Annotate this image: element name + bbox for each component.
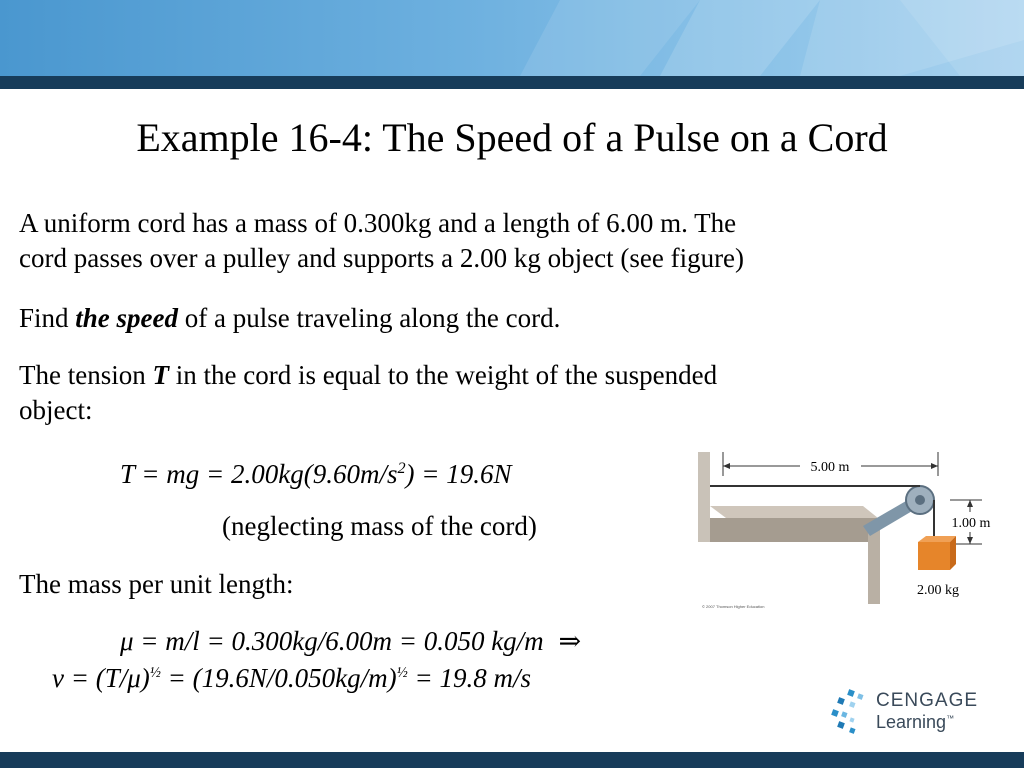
figure-copyright: © 2007 Thomson Higher Education [702, 604, 765, 609]
neglect-note: (neglecting mass of the cord) [222, 511, 537, 541]
table-front [710, 518, 878, 542]
wall [698, 452, 710, 542]
speed-equation [52, 657, 531, 694]
mass-per-length-label: The mass per unit length: [19, 569, 294, 599]
logo-subwordmark: Learning™ [876, 712, 955, 732]
tension-line-2: object: [19, 395, 93, 425]
horizontal-length-label: 5.00 m [810, 460, 850, 475]
eq3-half-2: ½ [396, 665, 408, 681]
linear-density-equation [120, 625, 581, 657]
footer-rule [0, 752, 1024, 768]
cengage-logo-mark [830, 688, 874, 736]
eq3-part-b: = (19.6N/0.050kg/m) [160, 663, 397, 693]
vertical-length-label: 1.00 m [951, 516, 991, 531]
tension-prefix: The tension [19, 360, 153, 390]
tension-statement [19, 358, 949, 428]
find-prefix: Find [19, 303, 76, 333]
pulley-figure [698, 448, 1004, 610]
table-leg [868, 528, 880, 604]
eq1-part-b: ) = 19.6N [405, 459, 512, 489]
header-banner [0, 0, 1024, 76]
slide-title: Example 16-4: The Speed of a Pulse on a Cord [136, 115, 888, 160]
mass-label: 2.00 kg [917, 583, 959, 598]
problem-line-1: A uniform cord has a mass of 0.300kg and a length of 6.00 m. The [19, 208, 737, 238]
eq1-part-a: T = mg = 2.00kg(9.60m/s [120, 459, 398, 489]
eq3-part-a: v = (T/μ) [52, 663, 150, 693]
eq3-part-c: = 19.8 m/s [407, 663, 531, 693]
hanging-mass [918, 542, 950, 570]
problem-statement [19, 206, 949, 276]
find-suffix: of a pulse traveling along the cord. [178, 303, 561, 333]
cengage-logo [830, 688, 990, 740]
problem-line-2: cord passes over a pulley and supports a 2.00 kg object (see figure) [19, 243, 745, 273]
eq3-half-1: ½ [149, 665, 161, 681]
header-rule [0, 76, 1024, 89]
banner-decoration [0, 0, 1024, 76]
tension-equation [120, 452, 512, 490]
implies-arrow: ⇒ [558, 626, 582, 656]
tension-suffix: in the cord is equal to the weight of the suspended [168, 360, 718, 390]
eq2-text: μ = m/l = 0.300kg/6.00m = 0.050 kg/m [120, 626, 544, 656]
pulley-hub [915, 495, 925, 505]
logo-wordmark: CENGAGE [876, 690, 979, 711]
find-emphasis: the speed [75, 303, 179, 333]
find-statement [19, 301, 949, 336]
eq1-exponent: 2 [397, 459, 406, 477]
tension-symbol: T [152, 360, 169, 390]
table-top [710, 506, 878, 518]
